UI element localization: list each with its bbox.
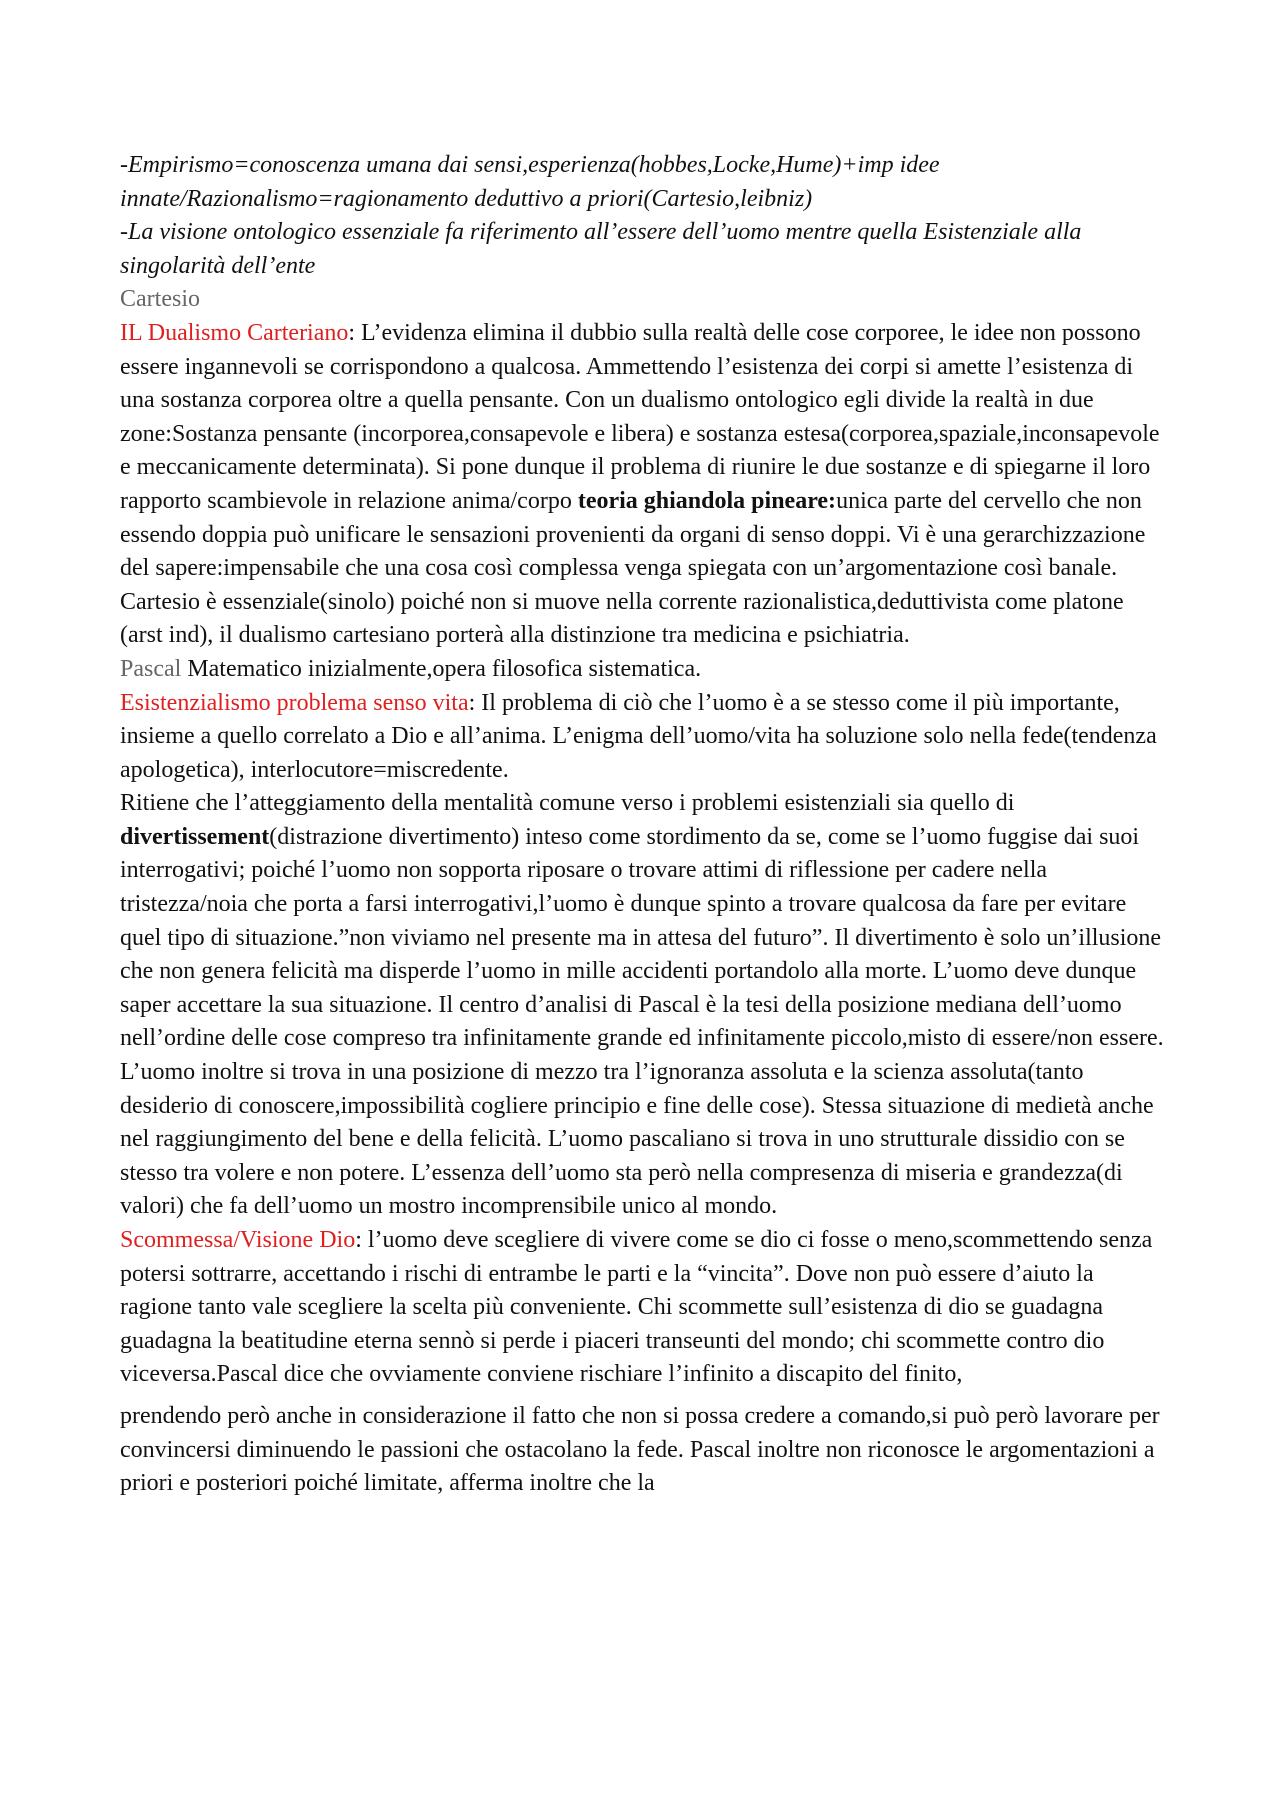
ghiandola-text: unica parte del cervello che non essendo doppia può unificare le sensazioni provenienti da organi di senso doppi. Vi è una gerarchizzazione del sapere:impensabile che una cosa così complessa venga spiegata con un’argomentazione così banale. Cartesio è essenziale(sinolo) poiché non si muove nella corrente razionalistica,deduttivista come platone (arst ind), il dualismo cartesiano porterà alla distinzione tra medicina e psichiatria. [120,487,1146,649]
pascal-heading: Pascal [120,655,182,682]
esistenzialismo-text: : Il problema di ciò che l’uomo è a se stesso come il più importante, insieme a quello correlato a Dio e all’anima. L’enigma dell’uomo/vita ha soluzione solo nella fede(tendenza apologetica), interlocutore=miscredente. [120,689,1157,783]
scommessa-paragraph [120,1224,1170,1392]
dualismo-text: : L’evidenza elimina il dubbio sulla realtà delle cose corporee, le idee non possono essere ingannevoli se corrispondono a qualcosa. Ammettendo l’esistenza dei corpi si amette l’esistenza di una sostanza corporea oltre a quella pensante. Con un dualismo ontologico egli divide la realtà in due zone:Sostanza pensante (incorporea,consapevole e libera) e sostanza estesa(corporea,spaziale,inconsapevole e meccanicamente determinata). Si pone dunque il problema di riunire le due sostanze e di spiegarne il loro rapporto scambievole in relazione anima/corpo [120,319,1160,514]
document-page [120,149,1170,1501]
dualismo-paragraph [120,317,1170,653]
final-paragraph: prendendo però anche in considerazione il fatto che non si possa credere a comando,si può però lavorare per convincersi diminuendo le passioni che ostacolano la fede. Pascal inoltre non riconosce le argomentazioni a priori e posteriori poiché limitate, afferma inoltre che la [120,1402,1160,1497]
divertissement-paragraph [120,787,1170,1224]
dualismo-label: IL Dualismo Carteriano [120,319,349,346]
scommessa-text: : l’uomo deve scegliere di vivere come se dio ci fosse o meno,scommettendo senza potersi sottrarre, accettando i rischi di entrambe le parti e la “vincita”. Dove non può essere d’aiuto la ragione tanto vale scegliere la scelta più conveniente. Chi scommette sull’esistenza di dio se guadagna guadagna la beatitudine eterna sennò si perde i piaceri transeunti del mondo; chi scommette contro dio viceversa.Pascal dice che ovviamente conviene rischiare l’infinito a discapito del finito, [120,1227,1153,1388]
ontologico-line: -La visione ontologico essenziale fa riferimento all’essere dell’uomo mentre quella Esistenziale alla singolarità dell’ente [120,219,1082,279]
ghiandola-term: teoria ghiandola pineare: [577,487,837,514]
pascal-intro: Matematico inizialmente,opera filosofica sistematica. [181,655,702,682]
divertissement-intro: Ritiene che l’atteggiamento della mentalità comune verso i problemi esistenziali sia quello di [120,790,1015,817]
esistenzialismo-label: Esistenzialismo problema senso vita [120,689,469,716]
empirismo-line: -Empirismo=conoscenza umana dai sensi,esperienza(hobbes,Locke,Hume)+imp idee innate/Razionalismo=ragionamento deduttivo a priori(Cartesio,leibniz) [120,152,940,212]
cartesio-heading: Cartesio [120,286,200,313]
divertissement-text: (distrazione divertimento) inteso come stordimento da se, come se l’uomo fuggise dai suoi interrogativi; poiché l’uomo non sopporta riposare o trovare attimi di riflessione per cadere nella tristezza/noia che porta a farsi interrogativi,l’uomo è dunque spinto a trovare qualcosa da fare per evitare quel tipo di situazione.”non viviamo nel presente ma in attesa del futuro”. Il divertimento è solo un’illusione che non genera felicità ma disperde l’uomo in mille accidenti portandolo alla morte. L’uomo deve dunque saper accettare la sua situazione. Il centro d’analisi di Pascal è la tesi della posizione mediana dell’uomo nell’ordine delle cose compreso tra infinitamente grande ed infinitamente piccolo,misto di essere/non essere. L’uomo inoltre si trova in una posizione di mezzo tra l’ignoranza assoluta e la scienza assoluta(tanto desiderio di conoscere,impossibilità cogliere principio e fine delle cose). Stessa situazione di medietà anche nel raggiungimento del bene e della felicità. L’uomo pascaliano si trova in uno strutturale dissidio con se stesso tra volere e non potere. L’essenza dell’uomo sta però nella compresenza di miseria e grandezza(di valori) che fa dell’uomo un mostro incomprensibile unico al mondo. [120,823,1164,1220]
esistenzialismo-paragraph [120,687,1170,788]
scommessa-label: Scommessa/Visione Dio [120,1227,356,1253]
divertissement-term: divertissement [120,823,270,850]
pascal-line [120,653,1170,687]
